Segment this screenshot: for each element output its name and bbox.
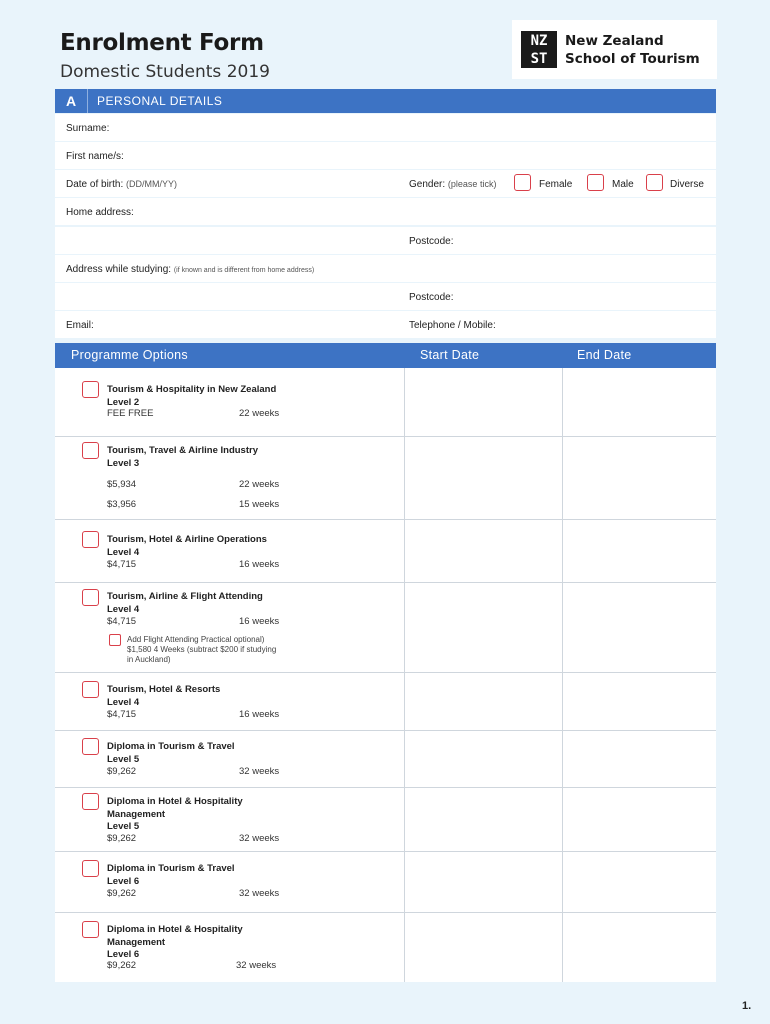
- programme-duration: 32 weeks: [239, 766, 280, 777]
- programme-row: [55, 520, 716, 583]
- note-line-3: in Auckland): [127, 655, 171, 664]
- programme-duration: 16 weeks: [239, 709, 280, 720]
- section-a-header: [55, 89, 716, 113]
- gender-label-text: Gender:: [409, 179, 446, 190]
- programme-duration: 16 weeks: [239, 616, 280, 627]
- programme-level: Level 3: [107, 457, 140, 469]
- programme-duration: 32 weeks: [239, 833, 280, 844]
- dob-label: [66, 179, 177, 190]
- surname-field[interactable]: [55, 114, 716, 141]
- programme-name: [107, 796, 243, 834]
- page-number: 1.: [742, 1000, 752, 1012]
- programme-fee: $4,715: [107, 616, 137, 627]
- programme-name: [107, 741, 235, 766]
- address-studying-text: Address while studying:: [66, 264, 172, 275]
- programme-duration: 32 weeks: [236, 960, 277, 971]
- programme-name: [107, 924, 243, 962]
- programme-title: Diploma in Tourism & Travel: [107, 741, 235, 752]
- programme-row: [55, 368, 716, 437]
- programme-title: Tourism & Hospitality in New Zealand: [107, 384, 277, 395]
- programme-level: Level 5: [107, 753, 140, 765]
- gender-diverse-label: Diverse: [670, 179, 704, 190]
- logo-text: [565, 32, 700, 68]
- programme-checkbox[interactable]: [82, 793, 99, 810]
- programme-row: [55, 788, 716, 852]
- programme-level: Level 4: [107, 546, 140, 558]
- programme-subtitle: Management: [107, 808, 166, 820]
- gender-label: [409, 179, 496, 190]
- programme-title: Tourism, Hotel & Airline Operations: [107, 534, 267, 545]
- form-subtitle: Domestic Students 2019: [60, 62, 270, 82]
- programme-name: [107, 534, 267, 559]
- programme-fee: $9,262: [107, 888, 137, 899]
- programme-title: Tourism, Travel & Airline Industry: [107, 445, 258, 456]
- dob-hint: (DD/MM/YY): [126, 179, 178, 189]
- gender-female-label: Female: [539, 179, 573, 190]
- programme-table: [55, 368, 716, 982]
- programme-row: [55, 583, 716, 673]
- nzst-logo: [512, 20, 717, 79]
- dob-gender-row: [55, 170, 716, 197]
- section-name: PERSONAL DETAILS: [97, 94, 223, 108]
- note-line-1: Add Flight Attending Practical optional): [127, 635, 265, 644]
- programme-duration: 22 weeks: [239, 408, 280, 419]
- home-postcode-row[interactable]: [55, 227, 716, 254]
- note-line-2: $1,580 4 Weeks (subtract $200 if studying: [127, 645, 277, 654]
- programme-level: Level 4: [107, 696, 140, 708]
- gender-male-label: Male: [612, 179, 634, 190]
- flight-practical-note: [127, 635, 276, 665]
- programme-checkbox[interactable]: [82, 921, 99, 938]
- programme-row: [55, 852, 716, 913]
- first-names-label: First name/s:: [66, 151, 124, 162]
- dob-label-text: Date of birth:: [66, 179, 124, 190]
- logo-line-1: New Zealand: [565, 33, 664, 49]
- col-programme-options: Programme Options: [71, 348, 188, 362]
- programme-level: Level 6: [107, 949, 140, 960]
- programme-name: [107, 863, 235, 888]
- email-telephone-row[interactable]: [55, 311, 716, 338]
- programme-fee: $9,262: [107, 960, 137, 971]
- programme-title: Diploma in Hotel & Hospitality: [107, 796, 243, 807]
- home-address-label: Home address:: [66, 207, 134, 218]
- programme-checkbox[interactable]: [82, 442, 99, 459]
- programme-level: Level 5: [107, 821, 140, 832]
- programme-row: [55, 731, 716, 788]
- studying-postcode-row[interactable]: [55, 283, 716, 310]
- programme-fee: FEE FREE: [107, 408, 154, 419]
- programme-checkbox[interactable]: [82, 589, 99, 606]
- programme-row: [55, 913, 716, 982]
- programme-checkbox[interactable]: [82, 531, 99, 548]
- postcode-label: Postcode:: [409, 236, 454, 247]
- programme-fee: $9,262: [107, 766, 137, 777]
- postcode-label-2: Postcode:: [409, 292, 454, 303]
- programme-title: Diploma in Tourism & Travel: [107, 863, 235, 874]
- programme-table-header: [55, 343, 716, 368]
- col-end-date: End Date: [577, 348, 632, 362]
- programme-fee-alt: $3,956: [107, 499, 137, 510]
- programme-duration: 22 weeks: [239, 479, 280, 490]
- gender-male-checkbox[interactable]: [587, 174, 604, 191]
- gender-diverse-checkbox[interactable]: [646, 174, 663, 191]
- programme-checkbox[interactable]: [82, 860, 99, 877]
- programme-title: Tourism, Airline & Flight Attending: [107, 591, 263, 602]
- programme-level: Level 4: [107, 603, 140, 615]
- programme-row: [55, 673, 716, 731]
- programme-checkbox[interactable]: [82, 381, 99, 398]
- programme-duration: 16 weeks: [239, 559, 280, 570]
- programme-row: [55, 437, 716, 520]
- address-studying-label: [66, 264, 314, 275]
- telephone-label: Telephone / Mobile:: [409, 320, 496, 331]
- programme-name: [107, 445, 258, 470]
- programme-name: [107, 684, 220, 709]
- programme-checkbox[interactable]: [82, 681, 99, 698]
- programme-fee: $9,262: [107, 833, 137, 844]
- form-title: Enrolment Form: [60, 30, 264, 56]
- address-studying-hint: (if known and is different from home address): [173, 267, 315, 274]
- programme-fee: $5,934: [107, 479, 137, 490]
- programme-level: Level 2: [107, 396, 140, 408]
- programme-name: [107, 384, 276, 409]
- programme-title: Tourism, Hotel & Resorts: [107, 684, 221, 695]
- flight-practical-checkbox[interactable]: [109, 634, 121, 646]
- programme-title: Diploma in Hotel & Hospitality: [107, 924, 243, 935]
- gender-hint: (please tick): [447, 179, 497, 189]
- logo-mark-top: NZ: [530, 32, 548, 49]
- programme-duration: 32 weeks: [239, 888, 280, 899]
- address-studying-field[interactable]: [55, 255, 716, 282]
- programme-level: Level 6: [107, 875, 140, 887]
- programme-checkbox[interactable]: [82, 738, 99, 755]
- home-address-field[interactable]: [55, 198, 716, 225]
- surname-label: Surname:: [66, 123, 110, 134]
- section-letter: A: [55, 89, 88, 113]
- col-start-date: Start Date: [420, 348, 480, 362]
- programme-fee: $4,715: [107, 559, 137, 570]
- programme-subtitle: Management: [107, 936, 166, 948]
- first-names-field[interactable]: [55, 142, 716, 169]
- programme-fee: $4,715: [107, 709, 137, 720]
- programme-name: [107, 591, 263, 616]
- logo-mark: [521, 31, 557, 68]
- programme-duration-alt: 15 weeks: [239, 499, 280, 510]
- gender-female-checkbox[interactable]: [514, 174, 531, 191]
- email-label: Email:: [66, 320, 94, 331]
- logo-line-2: School of Tourism: [565, 51, 700, 67]
- logo-mark-bottom: ST: [530, 50, 548, 67]
